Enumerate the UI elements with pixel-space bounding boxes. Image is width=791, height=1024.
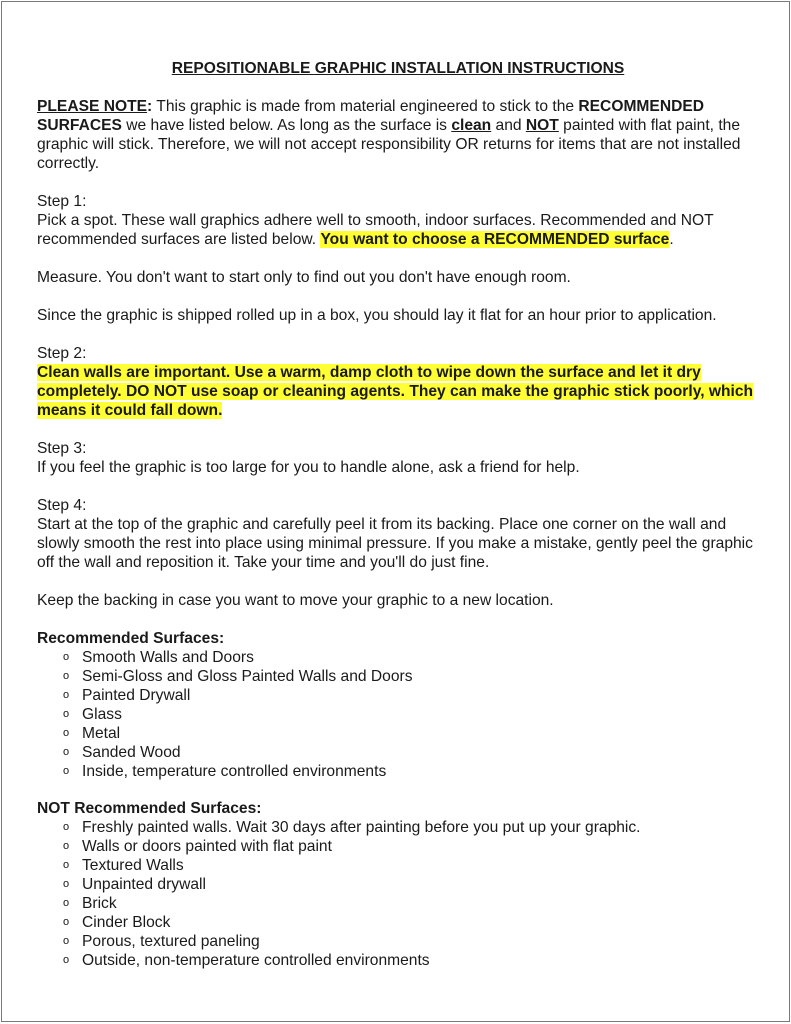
- circle-bullet-icon: o: [63, 878, 70, 890]
- list-item: o Brick: [63, 895, 117, 912]
- circle-bullet-icon: o: [63, 670, 70, 682]
- list-item: o Porous, textured paneling: [63, 933, 260, 950]
- not-recommended-list: [37, 818, 759, 970]
- list-item: o Unpainted drywall: [63, 876, 206, 893]
- list-item: o Walls or doors painted with flat paint: [63, 838, 332, 855]
- list-item: o Textured Walls: [63, 857, 184, 874]
- not-recommended-heading: NOT Recommended Surfaces:: [37, 800, 262, 817]
- clean-emphasis: clean: [451, 117, 492, 134]
- list-item: o Glass: [63, 706, 122, 723]
- circle-bullet-icon: o: [63, 859, 70, 871]
- step4-paragraph: Start at the top of the graphic and carefully peel it from its backing. Place one corner on the wall and slowly smooth the rest into place using minimal pressure. If you make a mistake, gently peel the graphic off the wall and reposition it. Take your time and you'll do just fine.: [37, 516, 753, 571]
- step2-paragraph: [37, 363, 759, 420]
- please-note-paragraph: [37, 97, 759, 173]
- please-note-label: PLEASE NOTE: [37, 98, 148, 115]
- note-text-3: painted with flat paint, the graphic will stick. Therefore, we will not accept responsibility OR returns for items that are not installed correctly.: [37, 117, 741, 172]
- list-item: o Smooth Walls and Doors: [63, 649, 254, 666]
- list-item: o Cinder Block: [63, 914, 171, 931]
- step1-text: Pick a spot. These wall graphics adhere well to smooth, indoor surfaces. Recommended and NOT recommended surfaces are listed below.: [37, 212, 714, 248]
- step3-paragraph: If you feel the graphic is too large for you to handle alone, ask a friend for help.: [37, 459, 580, 476]
- step3-heading: Step 3:: [37, 440, 87, 457]
- document-page: [1, 1, 790, 1022]
- list-item: o Freshly painted walls. Wait 30 days after painting before you put up your graphic.: [63, 819, 641, 836]
- measure-paragraph: Measure. You don't want to start only to find out you don't have enough room.: [37, 269, 571, 286]
- keep-backing-paragraph: Keep the backing in case you want to move your graphic to a new location.: [37, 592, 554, 609]
- recommended-heading: Recommended Surfaces:: [37, 630, 225, 647]
- circle-bullet-icon: o: [63, 935, 70, 947]
- lay-flat-paragraph: Since the graphic is shipped rolled up in a box, you should lay it flat for an hour prior to application.: [37, 307, 717, 324]
- circle-bullet-icon: o: [63, 651, 70, 663]
- list-item: o Sanded Wood: [63, 744, 181, 761]
- step4-heading: Step 4:: [37, 497, 87, 514]
- step1-paragraph: [37, 211, 759, 249]
- list-item: o Metal: [63, 725, 121, 742]
- circle-bullet-icon: o: [63, 840, 70, 852]
- step1-highlight: You want to choose a RECOMMENDED surface: [320, 231, 670, 248]
- not-emphasis: NOT: [525, 117, 559, 134]
- circle-bullet-icon: o: [63, 727, 70, 739]
- please-note-colon: :: [147, 98, 153, 115]
- note-text-1: This graphic is made from material engineered to stick to the: [152, 98, 579, 115]
- list-item: o Painted Drywall: [63, 687, 191, 704]
- circle-bullet-icon: o: [63, 897, 70, 909]
- step2-heading: Step 2:: [37, 345, 87, 362]
- list-item: o Inside, temperature controlled environments: [63, 763, 387, 780]
- recommended-list: [37, 648, 759, 781]
- circle-bullet-icon: o: [63, 708, 70, 720]
- document-title: REPOSITIONABLE GRAPHIC INSTALLATION INSTRUCTIONS: [171, 60, 625, 77]
- list-item: o Semi-Gloss and Gloss Painted Walls and Doors: [63, 668, 413, 685]
- circle-bullet-icon: o: [63, 689, 70, 701]
- circle-bullet-icon: o: [63, 821, 70, 833]
- note-and: and: [491, 117, 526, 134]
- list-item: o Outside, non-temperature controlled environments: [63, 952, 430, 969]
- step1-end: .: [669, 231, 674, 248]
- circle-bullet-icon: o: [63, 765, 70, 777]
- circle-bullet-icon: o: [63, 954, 70, 966]
- note-text-2: we have listed below. As long as the surface is: [121, 117, 452, 134]
- step2-highlight: Clean walls are important. Use a warm, damp cloth to wipe down the surface and let it dry completely. DO NOT use soap or cleaning agents. They can make the graphic stick poorly, which means it could fall down.: [37, 364, 754, 419]
- circle-bullet-icon: o: [63, 916, 70, 928]
- circle-bullet-icon: o: [63, 746, 70, 758]
- step1-heading: Step 1:: [37, 193, 87, 210]
- recommended-surfaces-emphasis: RECOMMENDED SURFACES: [37, 98, 705, 134]
